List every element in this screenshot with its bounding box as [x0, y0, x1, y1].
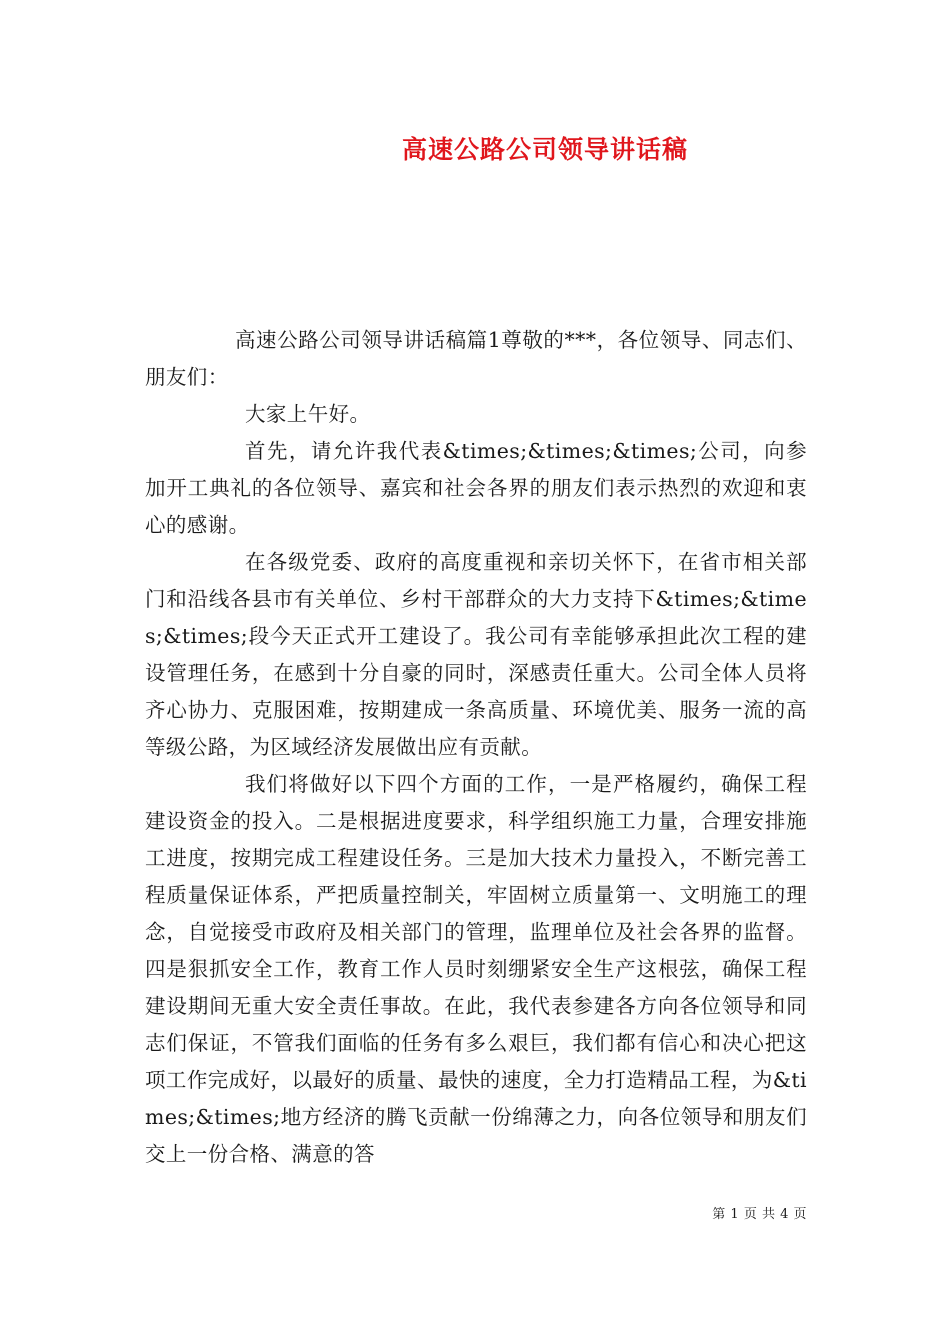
page-title: 高速公路公司领导讲话稿 [401, 135, 688, 164]
paragraph-four-commitments: 我们将做好以下四个方面的工作，一是严格履约，确保工程建设资金的投入。二是根据进度要求，科学组织施工力量，合理安排施工进度，按期完成工程建设任务。三是加大技术力量投入，不断完善工程质量保证体系，严把质量控制关，牢固树立质量第一、文明施工的理念，自觉接受市政府及相关部门的管理，监理单位及社会各界的监督。四是狠抓安全工作，教育工作人员时刻绷紧安全生产这根弦，确保工程建设期间无重大安全责任事故。在此，我代表参建各方向各位领导和同志们保证，不管我们面临的任务有多么艰巨，我们都有信心和决心把这项工作完成好，以最好的质量、最快的速度，全力打造精品工程，为&times;&times;地方经济的腾飞贡献一份绵薄之力，向各位领导和朋友们交上一份合格、满意的答 [145, 772, 807, 1166]
document-body [145, 322, 807, 1173]
paragraph-salutation: 高速公路公司领导讲话稿篇1尊敬的***，各位领导、同志们、朋友们： [145, 328, 807, 389]
paragraph-greeting: 大家上午好。 [245, 402, 371, 426]
page-number-footer: 第 1 页 共 4 页 [712, 1207, 807, 1222]
paragraph-welcome: 首先，请允许我代表&times;&times;&times;公司，向参加开工典礼的各位领导、嘉宾和社会各界的朋友们表示热烈的欢迎和衷心的感谢。 [145, 439, 807, 537]
paragraph-construction-start: 在各级党委、政府的高度重视和亲切关怀下，在省市相关部门和沿线各县市有关单位、乡村干部群众的大力支持下&times;&times;&times;段今天正式开工建设了。我公司有幸能够承担此次工程的建设管理任务，在感到十分自豪的同时，深感责任重大。公司全体人员将齐心协力、克服困难，按期建成一条高质量、环境优美、服务一流的高等级公路，为区域经济发展做出应有贡献。 [145, 550, 807, 759]
